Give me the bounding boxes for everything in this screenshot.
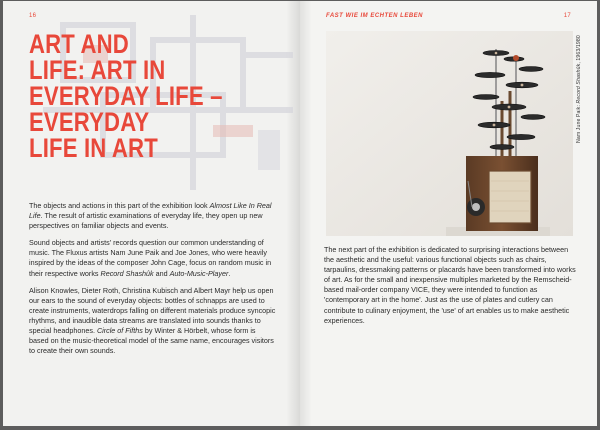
exhibition-title: Almost Like In Real Life bbox=[29, 201, 272, 221]
left-body-text bbox=[29, 201, 277, 363]
artwork-photo bbox=[326, 31, 573, 236]
left-page bbox=[3, 1, 300, 426]
sound-objects-paragraph bbox=[29, 238, 277, 278]
running-title: FAST WIE IM ECHTEN LEBEN bbox=[326, 13, 424, 19]
right-page bbox=[300, 1, 597, 426]
artwork-title: Record Shashûk bbox=[576, 63, 582, 104]
artwork-title: Auto-Music-Player bbox=[169, 268, 229, 278]
headline-line-1: ART AND bbox=[29, 29, 129, 59]
text-run: , 1963/1980 bbox=[576, 35, 582, 64]
text-run: by Winter & Hörbelt, whose form is based on the music-theoretical model of the same name, encourages visitors to create their own sounds. bbox=[29, 326, 274, 356]
intro-paragraph bbox=[29, 201, 277, 231]
gutter-shadow bbox=[300, 1, 312, 426]
headline bbox=[29, 31, 250, 161]
artwork-title: Record Shashûk bbox=[100, 268, 154, 278]
photo-caption bbox=[576, 35, 582, 235]
headline-line-5: LIFE IN ART bbox=[29, 133, 158, 163]
text-run: The objects and actions in this part of the exhibition look bbox=[29, 201, 210, 210]
text-run: . bbox=[228, 268, 231, 278]
artwork-title: Circle of Fifths bbox=[96, 326, 143, 336]
text-run: and bbox=[153, 268, 170, 278]
page-number-right: 17 bbox=[563, 13, 571, 19]
headline-line-2: LIFE: ART IN bbox=[29, 55, 166, 85]
text-run: Nam June Paik: bbox=[576, 103, 582, 143]
functional-objects-paragraph: The next part of the exhibition is dedicated to surprising interactions between the aesthetic and the useful: various functional objects such as chairs, tarpaulins, dressmaking patterns or placards have been transformed into works of art. As for the small and inexpensive multiples marketed by the Remscheid-based mail-order company VICE, they were intended to function as 'contemporary art in the home'. Just as the use of plates and cutlery can contribute to culinary enjoyment, the 'use' of art enables us to make aesthetic experiences. bbox=[324, 245, 576, 325]
text-run: . The result of artistic examinations of everyday life, they open up new perspectives on familiar objects and events. bbox=[29, 211, 263, 231]
text-run: Alison Knowles, Dieter Roth, Christina Kubisch and Albert Mayr help us open our ears to the sound of everyday objects: bottles of schnapps are used to create instruments, waterdrops falling on different materials produce syncopic rhythms, and inaudible data streams are translated into sounds thanks to special headphones. bbox=[29, 285, 276, 336]
headline-line-4: EVERYDAY bbox=[29, 107, 150, 137]
everyday-sounds-paragraph bbox=[29, 286, 277, 357]
page-number-left: 16 bbox=[29, 13, 37, 19]
right-body-text bbox=[324, 245, 580, 326]
brochure-spread bbox=[3, 1, 597, 426]
headline-line-3: EVERYDAY LIFE – bbox=[29, 81, 223, 111]
text-run: Sound objects and artists' records question our common understanding of music. The Fluxus artists Nam June Paik and Joe Jones, who were heavily inspired by the ideas of the composer John Cage, focus on random music in their respective works bbox=[29, 238, 272, 278]
